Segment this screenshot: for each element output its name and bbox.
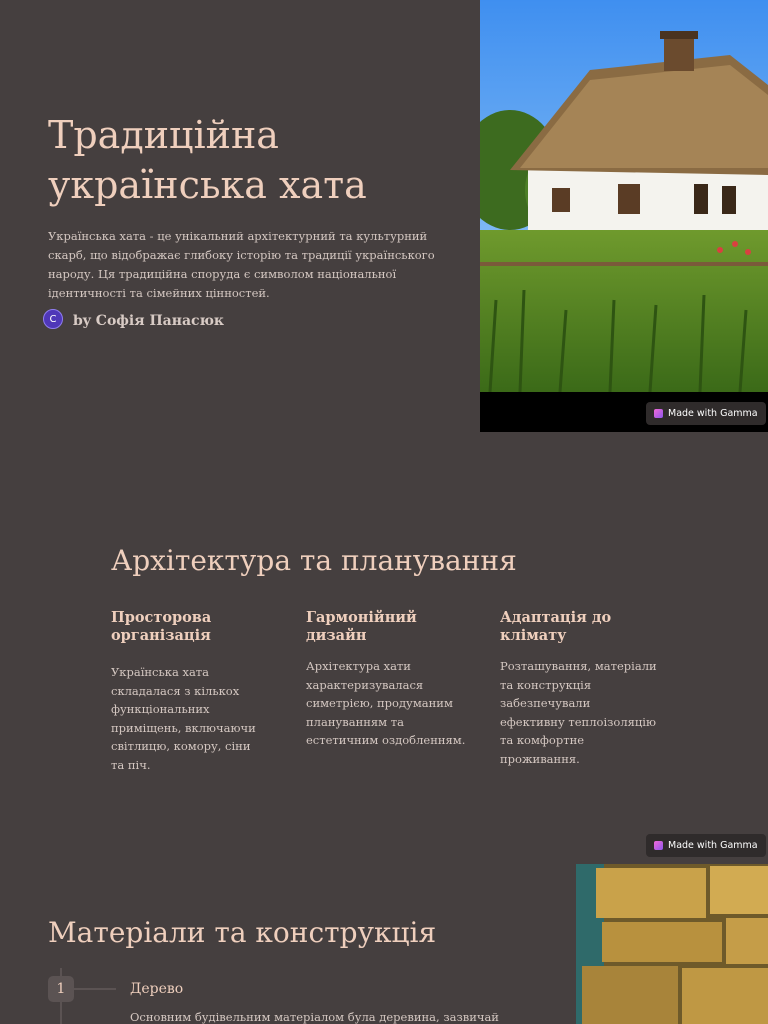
column-text: Архітектура хати характеризувалася симетрією, продуманим плануванням та естетичним оздобленням. (306, 659, 466, 747)
section-title: Матеріали та конструкція (48, 916, 437, 949)
column-heading: Гармонійний дизайн (306, 609, 417, 644)
title-line-1: Традиційна (48, 113, 279, 157)
column-design (306, 609, 466, 750)
column-spatial (111, 609, 263, 774)
step-text: Основним будівельним матеріалом була деревина, зазвичай (130, 1010, 499, 1024)
column-text: Українська хата складалася з кількох функціональних приміщень, включаючи світлицю, комору, сіни та піч. (111, 665, 256, 772)
architecture-slide (0, 432, 768, 864)
hut-photo (480, 0, 768, 432)
column-text: Розташування, матеріали та конструкція забезпечували ефективну теплоізоляцію та комфортне проживання. (500, 659, 657, 766)
made-with-gamma-badge[interactable] (646, 834, 766, 857)
section-title: Архітектура та планування (111, 544, 517, 577)
step-connector (74, 988, 116, 990)
title-slide (0, 0, 768, 432)
column-heading: Просторова організація (111, 609, 212, 644)
materials-slide (0, 864, 768, 1024)
stone-blocks-illustration (576, 864, 768, 1024)
page-title (48, 110, 468, 210)
gamma-logo-icon (654, 409, 663, 418)
gamma-logo-icon (654, 841, 663, 850)
title-line-2: українська хата (48, 163, 367, 207)
avatar: С (43, 309, 63, 329)
step-title: Дерево (130, 981, 184, 997)
made-with-gamma-badge[interactable] (646, 402, 766, 425)
column-heading: Адаптація до клімату (500, 609, 612, 644)
stone-wall-photo (576, 864, 768, 1024)
intro-description: Українська хата - це унікальний архітектурний та культурний скарб, що відображає глибоку історію та традиції українського народу. Ця традиційна споруда є символом національної ідентичності та сімейних цінностей. (48, 229, 435, 300)
author-name: by Софія Панасюк (73, 313, 225, 329)
thatched-hut-illustration (480, 0, 768, 432)
badge-label: Made with Gamma (668, 408, 758, 419)
step-number-badge: 1 (48, 976, 74, 1002)
column-climate (500, 609, 668, 768)
badge-label: Made with Gamma (668, 840, 758, 851)
